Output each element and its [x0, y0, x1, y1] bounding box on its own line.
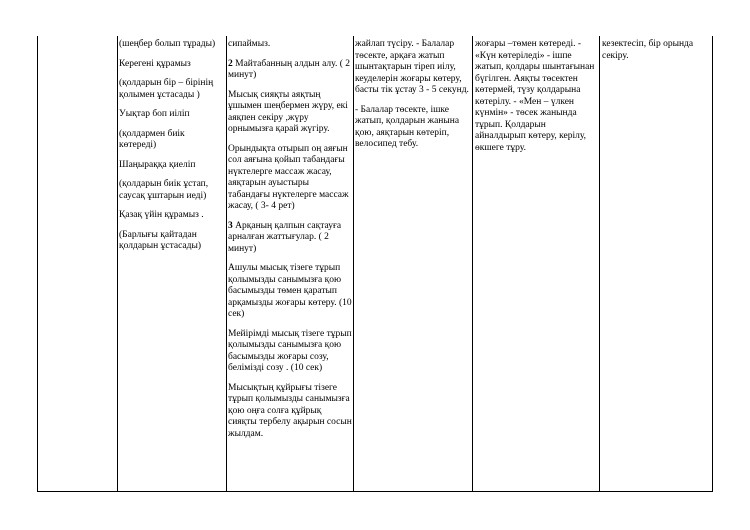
column-divider-4	[472, 36, 473, 492]
section-number: 2	[228, 58, 233, 69]
table-cell-col4	[475, 39, 599, 154]
section-number: 3	[228, 220, 233, 231]
cell-paragraph: Шаңыраққа қиеліп	[119, 159, 196, 170]
cell-paragraph: сипаймыз.	[228, 39, 271, 49]
cell-paragraph: Мысық сияқты аяқтың ұшымен шеңбермен жүру, екі аяқпен секіру ,жүру орнымызға қарай жүгіру.	[228, 89, 348, 134]
cell-paragraph: Мейірімді мысық тізеге тұрып қолымызды санымызға қою басымызды жоғары созу, белімізді созу . (10 сек)	[228, 328, 352, 373]
cell-paragraph: Уықтар боп иіліп	[119, 109, 190, 119]
section-title: Майтабанның алдын алу. ( 2 минут)	[228, 58, 351, 80]
cell-paragraph: Орындықта отырып оң аяғын сол аяғына қойып табандағы нүктелерге массаж жасау, аяқтарын ауыстыры табандағы нүктелерге массаж жасау, ( 3- 4 рет)	[228, 143, 349, 211]
column-divider-5	[599, 36, 600, 492]
cell-paragraph: (шеңбер болып тұрады)	[119, 39, 216, 49]
column-divider-2	[226, 36, 227, 492]
section-heading	[228, 221, 352, 256]
table-cell-col1	[119, 39, 223, 261]
column-divider-1	[117, 36, 118, 492]
table-border-bottom	[37, 491, 712, 492]
cell-paragraph: (қолдарын биік ұстап, саусақ ұштарын иеді)	[119, 179, 209, 201]
cell-paragraph: (қолдармен биік көтереді)	[119, 128, 185, 150]
table-border-right	[712, 36, 713, 492]
table-cell-col5	[602, 39, 710, 62]
cell-paragraph: кезектесіп, бір орында секіру.	[602, 39, 694, 61]
cell-paragraph: - Балалар төсекте, ішке жатып, қолдарын жанына қою, аяқтарын көтеріп, велосипед тебу.	[355, 104, 460, 149]
cell-paragraph: Мысықтың құйрығы тізеге тұрып қолымызды санымызға қою оңға солға құйрық сияқты тербелу ақырын сосын жылдам.	[228, 382, 352, 439]
cell-paragraph: Ашулы мысық тізеге тұрып қолымызды санымызға қою басымызды төмен қаратып арқамызды жоғары көтеру. (10 сек)	[228, 263, 352, 319]
cell-paragraph: Қазақ үйін құрамыз .	[119, 210, 204, 220]
cell-paragraph: жайлап түсіру. - Балалар төсекте, арқаға жатып шынтақтарын тіреп иілу, кеуделерін жоғары көтеру, басты тік ұстау 3 - 5 секунд.	[355, 39, 469, 95]
cell-paragraph: Керегені құрамыз	[119, 58, 191, 69]
section-heading	[228, 59, 352, 82]
column-divider-3	[353, 36, 354, 492]
cell-paragraph: жоғары –төмен көтереді. - «Күн көтеріледі» - ішпе жатып, қолдары шынтағынан бүгілген. Аяқты төсектен көтермей, түзу қолдарына көтерілу. - «Мен – үлкен күнмін» - төсек жанында тұрып. Қолдарын айналдырып көтеру, керілу, өкшеге тұру.	[475, 39, 595, 153]
section-title: Арқаның қалпын сақтауға арналған жаттығулар. ( 2 минут)	[228, 220, 342, 254]
cell-paragraph: (Барлығы қайтадан қолдарын ұстасады)	[119, 229, 202, 251]
table-cell-col2	[228, 39, 352, 448]
table-cell-col3	[355, 39, 472, 159]
table-border-left	[37, 36, 38, 492]
cell-paragraph: (қолдарын бір – бірінің қолымен ұстасады )	[119, 78, 214, 100]
